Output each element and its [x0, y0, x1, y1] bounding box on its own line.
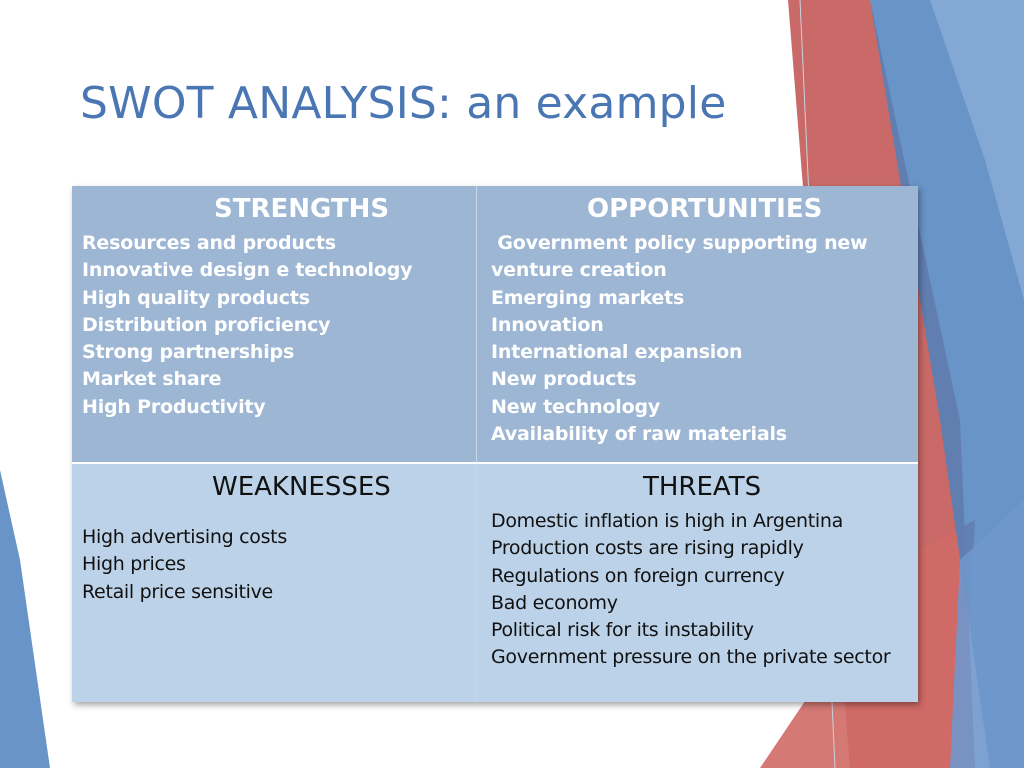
opportunity-item: New products: [491, 368, 637, 391]
opportunities-cell: [477, 186, 918, 464]
threat-item: Political risk for its instability: [491, 619, 754, 642]
strength-item: High Productivity: [82, 395, 266, 418]
strengths-cell: [72, 186, 477, 464]
strengths-heading: STRENGTHS: [214, 194, 390, 224]
strength-item: High quality products: [82, 286, 310, 309]
strength-item: Resources and products: [82, 232, 336, 254]
opportunity-item: Innovation: [491, 313, 604, 336]
threat-item: Domestic inflation is high in Argentina: [491, 510, 843, 532]
threat-item: Production costs are rising rapidly: [491, 537, 804, 560]
strength-item: Distribution proficiency: [82, 313, 331, 336]
opportunity-item: Availability of raw materials: [491, 423, 787, 446]
weakness-item: High advertising costs: [82, 526, 287, 548]
strength-item: Market share: [82, 368, 222, 391]
opportunity-item: venture creation: [491, 259, 667, 282]
threat-item: Regulations on foreign currency: [491, 564, 785, 587]
swot-table: [72, 186, 918, 702]
weakness-item: High prices: [82, 553, 186, 576]
threats-list: [491, 508, 908, 672]
opportunities-list: [491, 230, 908, 448]
threats-cell: [477, 464, 918, 702]
weaknesses-cell: [72, 464, 477, 702]
strengths-list: [82, 230, 466, 421]
opportunity-item: Government policy supporting new: [491, 232, 868, 254]
opportunities-heading: OPPORTUNITIES: [587, 194, 823, 224]
opportunity-item: Emerging markets: [491, 286, 685, 309]
weakness-item: Retail price sensitive: [82, 580, 273, 603]
threat-item: Government pressure on the private sector: [491, 646, 891, 669]
decor-left-blue: [0, 470, 50, 768]
threats-heading: THREATS: [643, 472, 762, 502]
opportunity-item: New technology: [491, 395, 661, 418]
strength-item: Strong partnerships: [82, 341, 295, 364]
weaknesses-list: [82, 524, 466, 606]
threat-item: Bad economy: [491, 591, 618, 614]
slide-title: SWOT ANALYSIS: an example: [80, 78, 727, 129]
weaknesses-heading: WEAKNESSES: [212, 472, 391, 502]
opportunity-item: International expansion: [491, 341, 743, 364]
strength-item: Innovative design e technology: [82, 259, 413, 282]
